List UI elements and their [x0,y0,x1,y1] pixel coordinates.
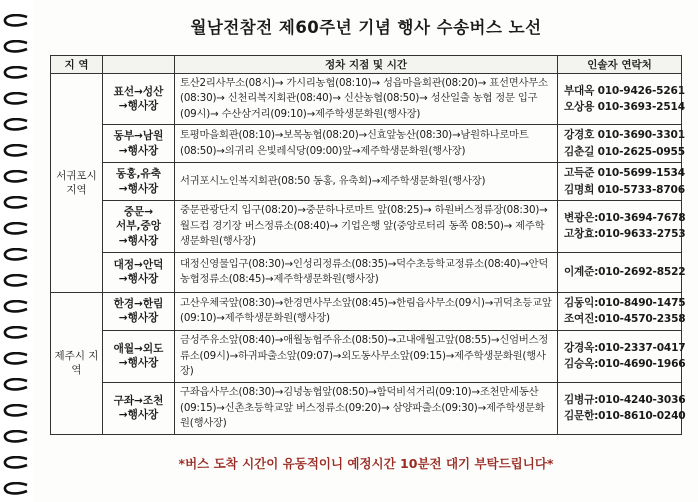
binding-ring-icon [3,170,29,184]
contact-line: 김명희 010-5733-8706 [564,183,685,196]
binding-ring-icon [3,274,29,288]
table-header-row [51,56,682,74]
stops-cell: 서귀포시노인복지회관(08:50 동홍, 유축회)→제주학생문화원(행사장) [175,163,558,201]
table-row [51,382,682,434]
binding-ring-icon [3,248,29,262]
stops-column-header: 정차 지점 및 시간 [175,56,558,74]
route-line: →행사장 [118,144,159,157]
contact-line: 김승옥:010-4690-1966 [564,358,686,371]
contact-cell [558,382,686,434]
contact-line: 오상용 010-3693-2514 [564,101,685,114]
region-cell: 서귀포시 지역 [51,74,103,293]
table-row [51,330,682,382]
binding-ring-icon [3,118,29,132]
binding-ring-icon [3,404,29,418]
contact-line: 김병규:010-4240-3036 [564,394,686,407]
binding-ring-icon [3,378,29,392]
route-line: →행사장 [118,100,159,113]
binding-ring-icon [3,222,29,236]
table-row [51,125,682,163]
notice-sheet [34,0,698,502]
stops-cell: 대정신영물입구(08:30)→인성리정류소(08:35)→덕수초등학교정류소(08:40)→안덕농협정류소(08:45)→제주학생문화원(행사장) [175,252,558,292]
contact-line: 고창효:010-9633-2753 [564,228,686,241]
region-column-header: 지 역 [51,56,103,74]
route-name [103,125,175,163]
table-row [51,292,682,330]
stops-cell: 구좌읍사무소(08:30)→김녕농협앞(08:50)→함덕비석거리(09:10)→조천만세동산(09:15)→신촌초등학교앞 버스정류소(09:20)→ 삼양파출소(09:30)→제주학생문화원(행사장) [175,382,558,434]
route-line: →행사장 [118,273,159,286]
binding-ring-icon [3,456,29,470]
contact-cell [558,252,686,292]
spiral-binding [0,0,34,502]
contact-line: 강경호 010-3690-3301 [564,129,685,142]
stops-cell: 토평마을회관(08:10)→보목농협(08:20)→신효앞농산(08:30)→남원하나로마트(08:50)→의귀리 은빛레식당(09:00)앞→제주학생문화원(행사장) [175,125,558,163]
route-table [50,55,686,435]
route-line: →행사장 [118,409,159,422]
stops-cell: 고산우체국앞(08:30)→한경면사무소앞(08:45)→한림읍사무소(09시)→귀덕초등교앞(09:10)→제주학생문화원(행사장) [175,292,558,330]
route-line: 동홍,유축 [116,168,161,181]
contact-line: 김문한:010-8610-0240 [564,410,686,423]
page-title: 월남전참전 제60주년 기념 행사 수송버스 노선 [190,18,542,37]
table-row [51,200,682,252]
route-line: →행사장 [118,182,159,195]
route-line: →행사장 [118,357,159,370]
contact-line: 김춘길 010-2625-0955 [564,145,685,158]
route-name [103,200,175,252]
route-name [103,74,175,125]
route-name [103,292,175,330]
route-name [103,163,175,201]
route-line: 서부,중앙 [116,220,161,233]
contact-cell [558,292,686,330]
contact-line: 조여진:010-4570-2358 [564,313,686,326]
route-line: →행사장 [118,234,159,247]
binding-ring-icon [3,300,29,314]
contact-cell [558,163,685,201]
footer-notice: *버스 도착 시간이 유동적이니 예정시간 10분전 대기 부탁드립니다* [178,456,554,471]
contact-cell [558,330,686,382]
contact-cell [558,125,685,163]
contact-column-header: 인솔자 연락처 [558,56,682,74]
binding-ring-icon [3,326,29,340]
contact-line: 이계준:010-2692-8522 [564,266,686,279]
binding-ring-icon [3,144,29,158]
table-row [51,74,682,125]
binding-ring-icon [3,352,29,366]
contact-cell [558,200,686,252]
stops-cell: 토산2리사무소(08시)→ 가시리농협(08:10)→ 성읍마을회관(08:20)→ 표선면사무소(08:30)→ 신천리복지회관(08:40)→ 신산농협(08:50)→ 성산일출 농협 정문 입구(09시)→ 수산삼거리(09:10)→제주학생문화원(행사장) [175,74,558,125]
binding-ring-icon [3,14,29,28]
route-name [103,330,175,382]
stops-cell: 중문관광단지 입구(08:20)→중문하나로마트 앞(08:25)→ 하원버스정류장(08:30)→ 월드컵 경기장 버스정류소(08:40)→ 기업은행 앞(중앙로터리 동쪽 08:50)→ 제주학생문화원(행사장) [175,200,558,252]
route-line: →행사장 [118,312,159,325]
route-name [103,382,175,434]
contact-line: 고득준 010-5699-1534 [564,167,685,180]
binding-ring-icon [3,40,29,54]
table-row [51,163,682,201]
binding-ring-icon [3,66,29,80]
region-cell: 제주시 지 역 [51,292,103,434]
route-name [103,252,175,292]
route-line: 애월→외도 [113,343,164,356]
binding-ring-icon [3,196,29,210]
contact-line: 변광은:010-3694-7678 [564,212,686,225]
route-line: 대정→안덕 [113,259,164,272]
binding-ring-icon [3,482,29,496]
route-line: 동부→남원 [113,130,164,143]
binding-ring-icon [3,92,29,106]
table-row [51,252,682,292]
binding-ring-icon [3,430,29,444]
route-column-header [103,56,175,74]
stops-cell: 금성주유소앞(08:40)→애월농협주유소(08:50)→고내애월고앞(08:55)→신엄버스정류소(09시)→하귀파출소앞(09:07)→외도동사무소앞(09:15)→제주학생문화원(행사장) [175,330,558,382]
route-line: 한경→한림 [113,298,164,311]
contact-line: 김동익:010-8490-1475 [564,297,686,310]
contact-line: 강경옥:010-2337-0417 [564,342,686,355]
route-line: 표선→성산 [113,85,164,98]
route-line: 중문→ [123,205,154,218]
contact-line: 부대옥 010-9426-5261 [564,84,685,97]
route-line: 구좌→조천 [113,395,164,408]
contact-cell [558,74,685,125]
